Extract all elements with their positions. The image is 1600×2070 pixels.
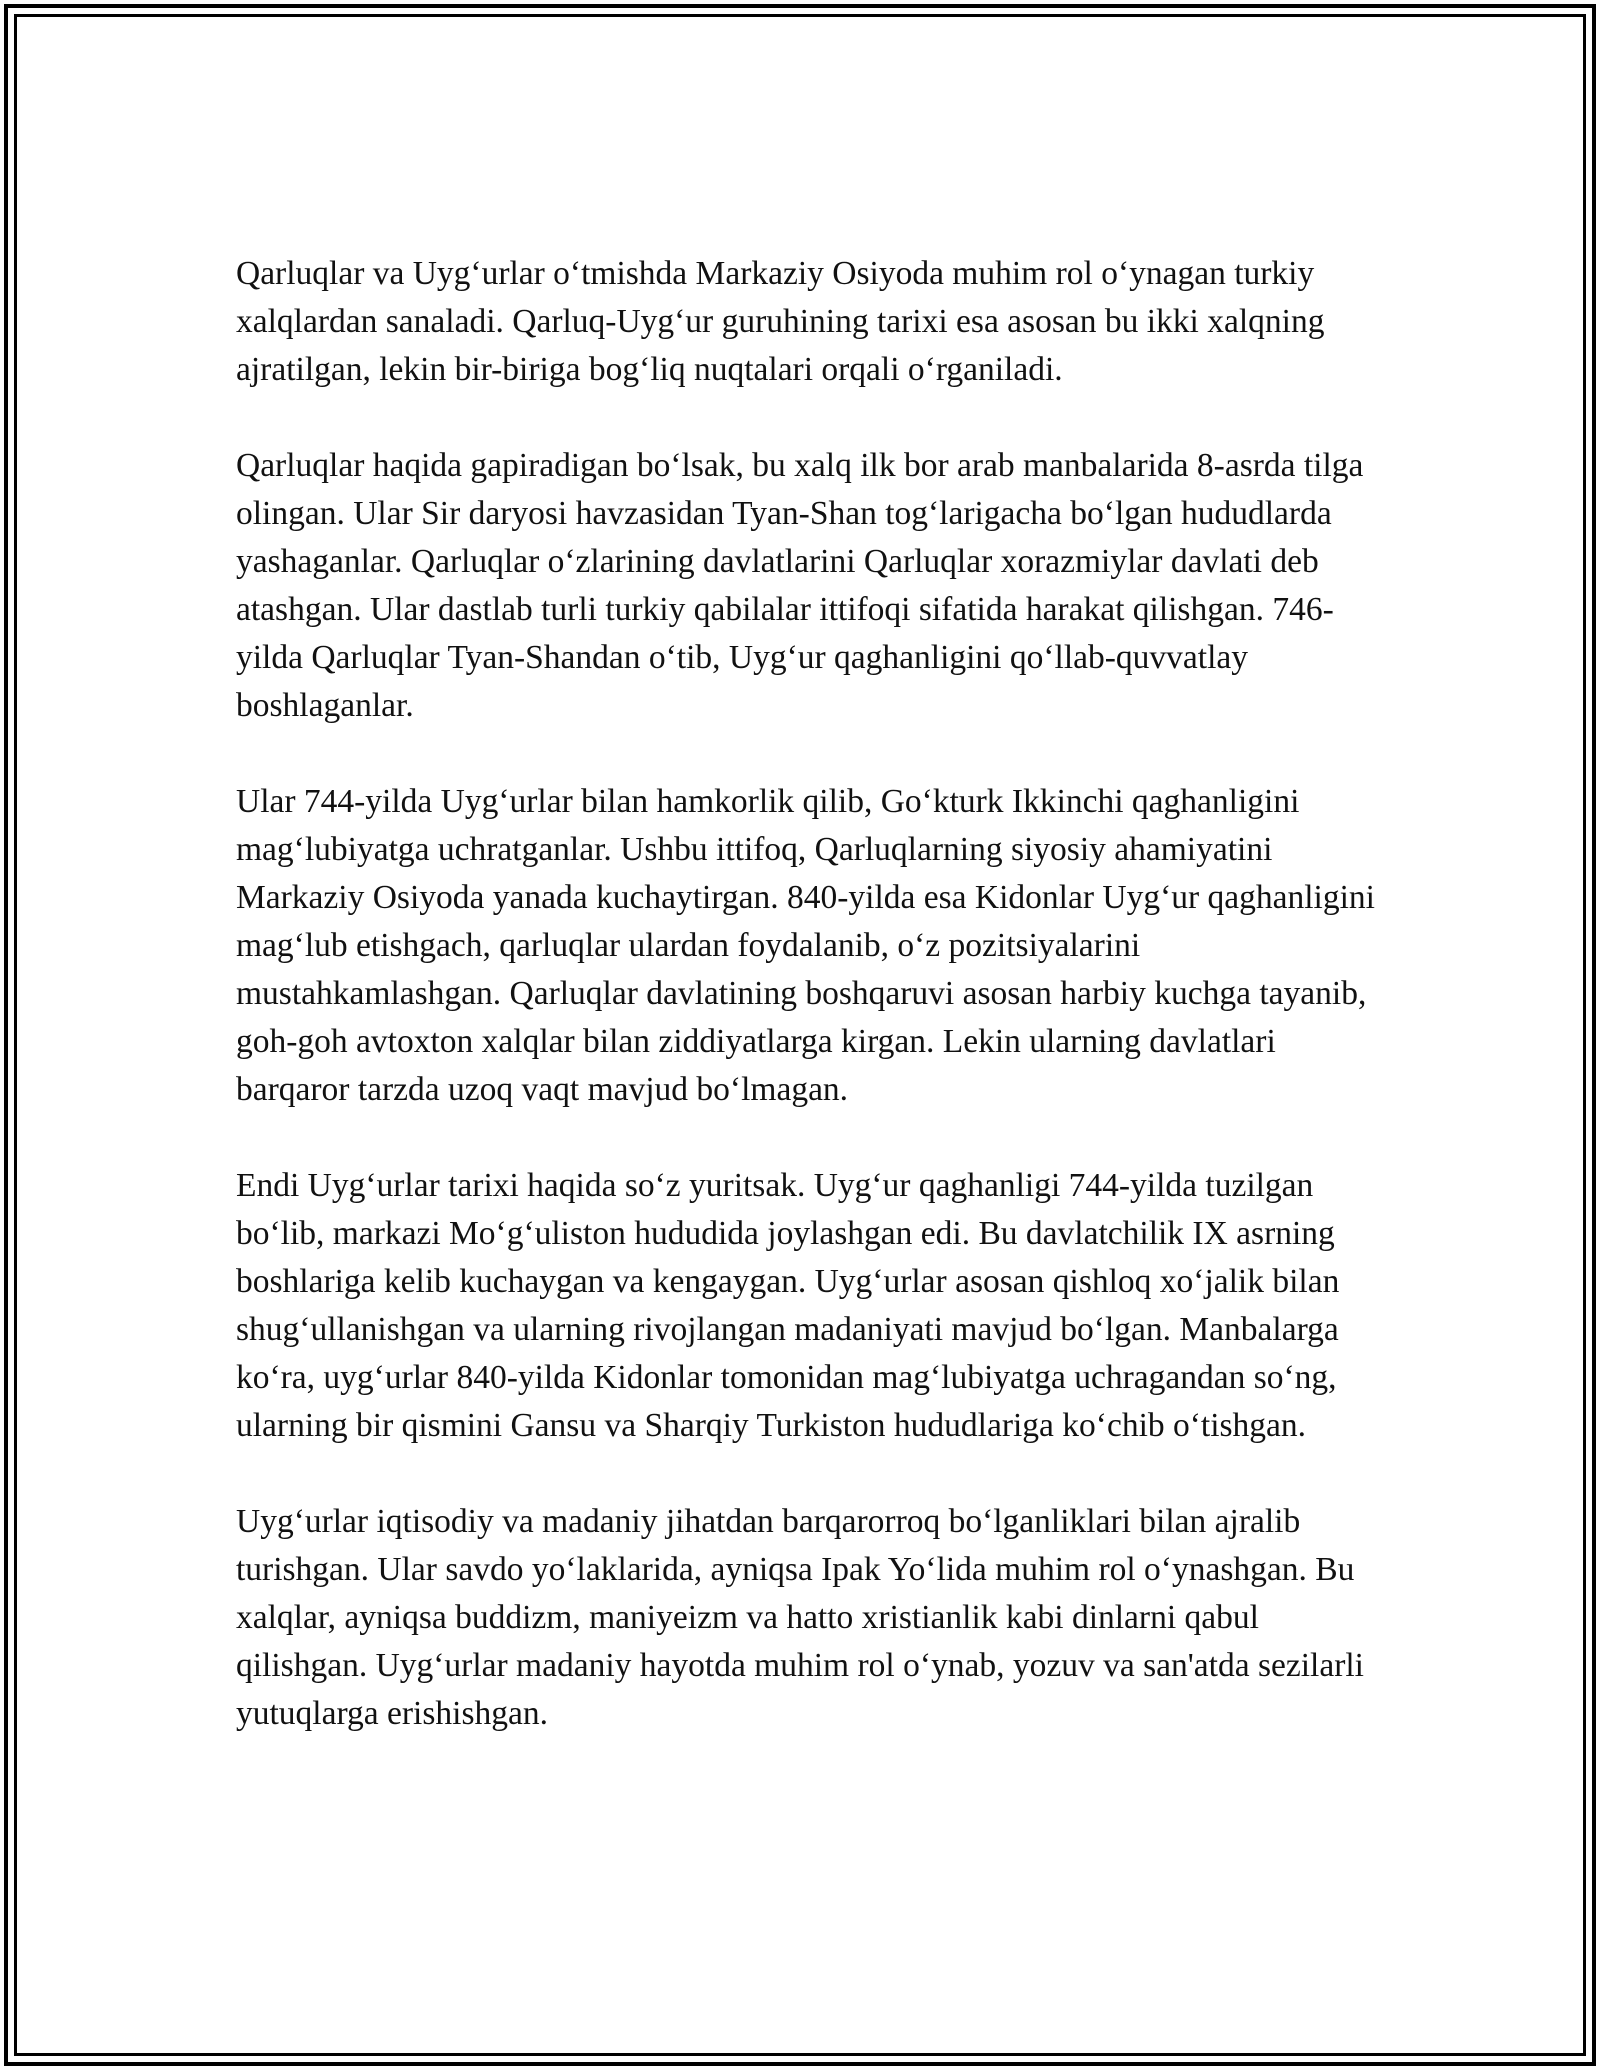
paragraph-intro: Qarluqlar va Uyg‘urlar o‘tmishda Markaziy Osiyoda muhim rol o‘ynagan turkiy xalqlardan sanaladi. Qarluq-Uyg‘ur guruhining tarixi esa asosan bu ikki xalqning ajratilgan, lekin bir-biriga bog‘liq nuqtalari orqali o‘rganiladi. bbox=[236, 255, 1325, 388]
document-body bbox=[236, 250, 1381, 1738]
paragraph-qarluqlar-alliance: Ular 744-yilda Uyg‘urlar bilan hamkorlik qilib, Go‘kturk Ikkinchi qaghanligini mag‘lubiyatga uchratganlar. Ushbu ittifoq, Qarluqlarning siyosiy ahamiyatini Markaziy Osiyoda yanada kuchaytirgan. 840-yilda esa Kidonlar Uyg‘ur qaghanligini mag‘lub etishgach, qarluqlar ulardan foydalanib, o‘z pozitsiyalarini mustahkamlashgan. Qarluqlar davlatining boshqaruvi asosan harbiy kuchga tayanib, goh-goh avtoxton xalqlar bilan ziddiyatlarga kirgan. Lekin ularning davlatlari barqaror tarzda uzoq vaqt mavjud bo‘lmagan. bbox=[236, 783, 1375, 1108]
paragraph-uygurlar-history: Endi Uyg‘urlar tarixi haqida so‘z yuritsak. Uyg‘ur qaghanligi 744-yilda tuzilgan bo‘lib, markazi Mo‘g‘uliston hududida joylashgan edi. Bu davlatchilik IX asrning boshlariga kelib kuchaygan va kengaygan. Uyg‘urlar asosan qishloq xo‘jalik bilan shug‘ullanishgan va ularning rivojlangan madaniyati mavjud bo‘lgan. Manbalarga ko‘ra, uyg‘urlar 840-yilda Kidonlar tomonidan mag‘lubiyatga uchragandan so‘ng, ularning bir qismini Gansu va Sharqiy Turkiston hududlariga ko‘chib o‘tishgan. bbox=[236, 1167, 1340, 1444]
paragraph-uygurlar-culture: Uyg‘urlar iqtisodiy va madaniy jihatdan barqarorroq bo‘lganliklari bilan ajralib turishgan. Ular savdo yo‘laklarida, ayniqsa Ipak Yo‘lida muhim rol o‘ynashgan. Bu xalqlar, ayniqsa buddizm, maniyeizm va hatto xristianlik kabi dinlarni qabul qilishgan. Uyg‘urlar madaniy hayotda muhim rol o‘ynab, yozuv va san'atda sezilarli yutuqlarga erishishgan. bbox=[236, 1503, 1364, 1732]
paragraph-qarluqlar-origin: Qarluqlar haqida gapiradigan bo‘lsak, bu xalq ilk bor arab manbalarida 8-asrda tilga olingan. Ular Sir daryosi havzasidan Tyan-Shan tog‘larigacha bo‘lgan hududlarda yashaganlar. Qarluqlar o‘zlarining davlatlarini Qarluqlar xorazmiylar davlati deb atashgan. Ular dastlab turli turkiy qabilalar ittifoqi sifatida harakat qilishgan. 746-yilda Qarluqlar Tyan-Shandan o‘tib, Uyg‘ur qaghanligini qo‘llab-quvvatlay boshlaganlar. bbox=[236, 447, 1364, 724]
